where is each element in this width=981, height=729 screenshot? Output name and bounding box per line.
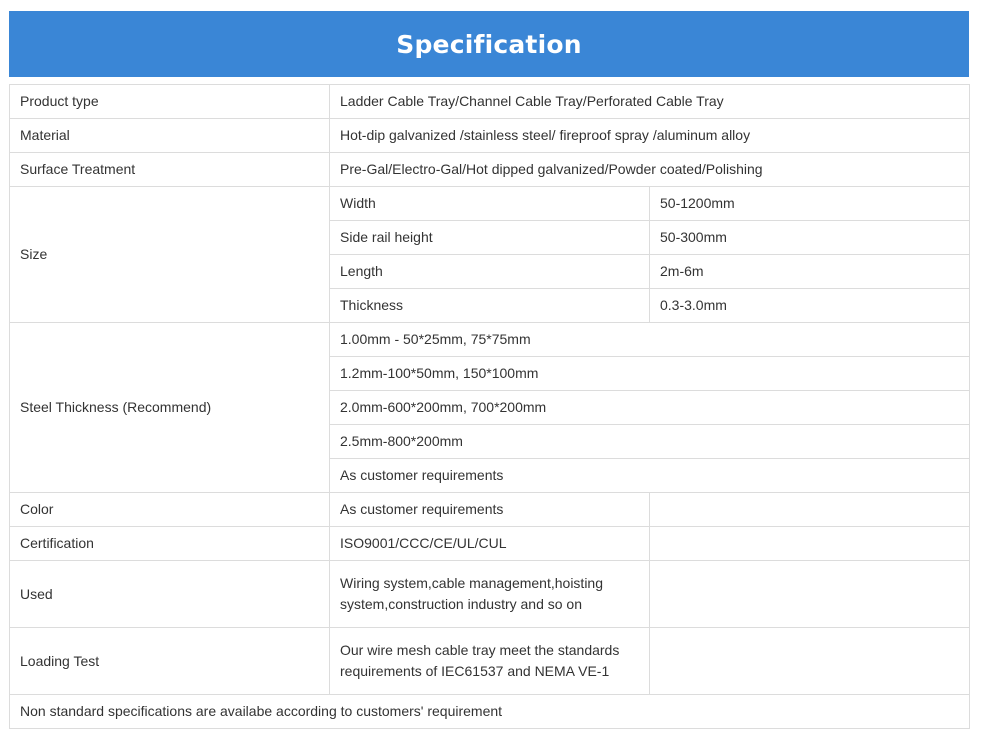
table-row xyxy=(10,527,970,561)
row-label: Product type xyxy=(10,85,330,119)
row-label: Surface Treatment xyxy=(10,153,330,187)
size-item-value: 50-300mm xyxy=(650,221,970,255)
row-value: As customer requirements xyxy=(330,493,650,527)
size-item-value: 2m-6m xyxy=(650,255,970,289)
row-label: Steel Thickness (Recommend) xyxy=(10,323,330,493)
row-value: Our wire mesh cable tray meet the standards requirements of IEC61537 and NEMA VE-1 xyxy=(330,628,650,695)
spec-header xyxy=(9,11,969,77)
table-row xyxy=(10,561,970,628)
row-label: Loading Test xyxy=(10,628,330,695)
page-title: Specification xyxy=(396,29,582,59)
row-value: Pre-Gal/Electro-Gal/Hot dipped galvanized/Powder coated/Polishing xyxy=(330,153,970,187)
steel-thickness-item: 2.5mm-800*200mm xyxy=(330,425,970,459)
row-label: Color xyxy=(10,493,330,527)
table-row xyxy=(10,187,970,221)
size-item-name: Thickness xyxy=(330,289,650,323)
table-row xyxy=(10,628,970,695)
row-label: Size xyxy=(10,187,330,323)
row-value: ISO9001/CCC/CE/UL/CUL xyxy=(330,527,650,561)
table-row xyxy=(10,119,970,153)
row-value: Wiring system,cable management,hoisting system,construction industry and so on xyxy=(330,561,650,628)
steel-thickness-item: 2.0mm-600*200mm, 700*200mm xyxy=(330,391,970,425)
row-label: Used xyxy=(10,561,330,628)
table-row xyxy=(10,695,970,729)
table-row xyxy=(10,153,970,187)
size-item-name: Width xyxy=(330,187,650,221)
empty-cell xyxy=(650,561,970,628)
steel-thickness-item: 1.2mm-100*50mm, 150*100mm xyxy=(330,357,970,391)
size-item-value: 50-1200mm xyxy=(650,187,970,221)
size-item-name: Length xyxy=(330,255,650,289)
row-label: Certification xyxy=(10,527,330,561)
steel-thickness-item: As customer requirements xyxy=(330,459,970,493)
empty-cell xyxy=(650,493,970,527)
table-row xyxy=(10,493,970,527)
size-item-name: Side rail height xyxy=(330,221,650,255)
empty-cell xyxy=(650,527,970,561)
spec-table xyxy=(9,84,970,729)
table-row xyxy=(10,85,970,119)
table-row xyxy=(10,323,970,357)
empty-cell xyxy=(650,628,970,695)
footer-note: Non standard specifications are availabe according to customers' requirement xyxy=(10,695,970,729)
steel-thickness-item: 1.00mm - 50*25mm, 75*75mm xyxy=(330,323,970,357)
size-item-value: 0.3-3.0mm xyxy=(650,289,970,323)
row-value: Ladder Cable Tray/Channel Cable Tray/Perforated Cable Tray xyxy=(330,85,970,119)
row-value: Hot-dip galvanized /stainless steel/ fireproof spray /aluminum alloy xyxy=(330,119,970,153)
row-label: Material xyxy=(10,119,330,153)
